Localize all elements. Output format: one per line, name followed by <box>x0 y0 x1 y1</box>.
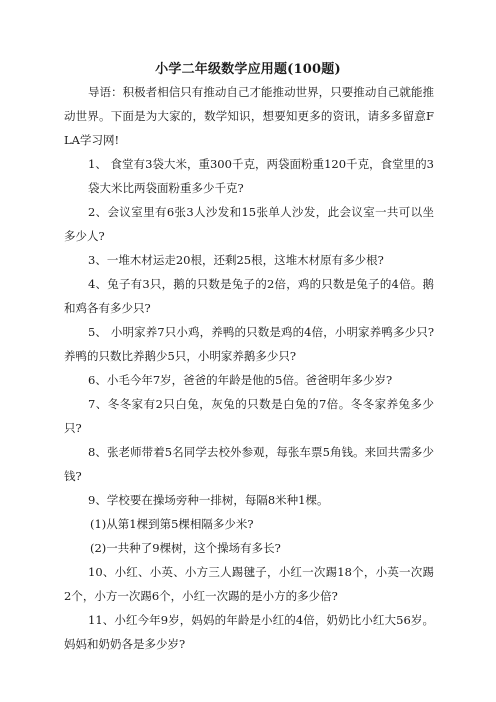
question-1: 1、 食堂有3袋大米，重300千克，两袋面粉重120千克，食堂里的3袋大米比两袋面粉重多少千克? <box>88 157 434 195</box>
question-2: 2、会议室里有6张3人沙发和15张单人沙发，此会议室一共可以坐多少人? <box>64 205 434 243</box>
intro-paragraph: 导语：积极者相信只有推动自己才能推动世界，只要推动自己就能推动世界。下面是为大家的，数学知识，想要知更多的资讯，请多多留意FLA学习网! <box>64 85 434 147</box>
question-8: 8、张老师带着5名同学去校外参观，每张车票5角钱。来回共需多少钱? <box>64 445 434 483</box>
question-11: 11、小红今年9岁，妈妈的年龄是小红的4倍，奶奶比小红大56岁。妈妈和奶奶各是多少岁? <box>64 613 434 651</box>
question-9-part-1: (1)从第1棵到第5棵相隔多少米? <box>90 517 254 531</box>
question-7: 7、冬冬家有2只白兔，灰兔的只数是白兔的7倍。冬冬家养兔多少只? <box>64 397 434 435</box>
question-6: 6、小毛今年7岁，爸爸的年龄是他的5倍。爸爸明年多少岁? <box>88 373 393 387</box>
document-body <box>64 80 434 656</box>
document-title: 小学二年级数学应用题(100题) <box>155 62 341 77</box>
question-5: 5、 小明家养7只小鸡，养鸭的只数是鸡的4倍，小明家养鸭多少只?养鸭的只数比养鹅少5只，小明家养鹅多少只? <box>64 325 434 363</box>
question-4: 4、兔子有3只，鹅的只数是兔子的2倍，鸡的只数是兔子的4倍。鹅和鸡各有多少只? <box>64 277 434 315</box>
question-9-part-2: (2)一共种了9棵树，这个操场有多长? <box>90 541 281 555</box>
question-9: 9、学校要在操场旁种一排树，每隔8米种1棵。 <box>88 493 329 507</box>
question-3: 3、一堆木材运走20根，还剩25根，这堆木材原有多少根? <box>88 253 384 267</box>
question-10: 10、小红、小英、小方三人踢毽子，小红一次踢18个，小英一次踢2个，小方一次踢6个，小红一次踢的是小方的多少倍? <box>64 565 434 603</box>
